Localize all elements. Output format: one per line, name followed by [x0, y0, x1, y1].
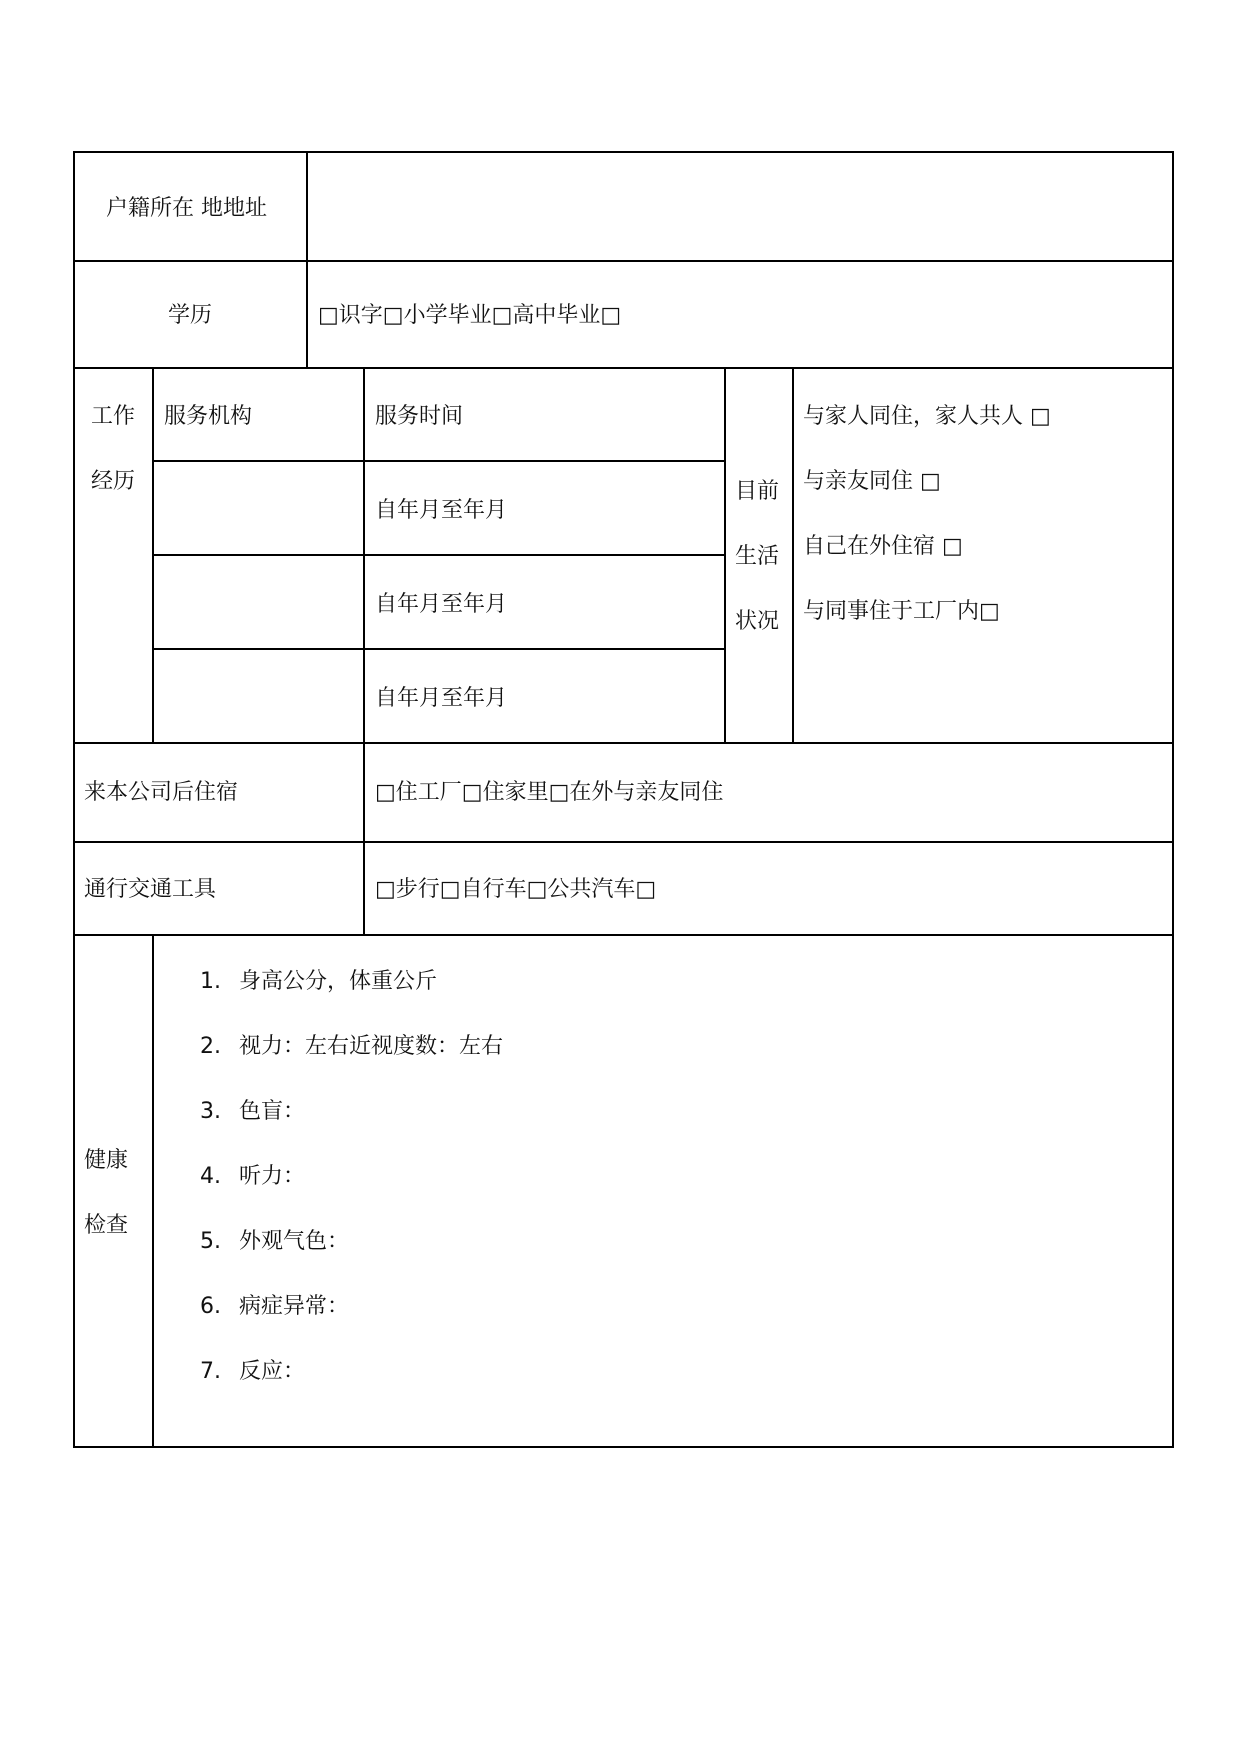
transport-options[interactable]: □步行□自行车□公共汽车□: [375, 877, 657, 902]
work-time-3[interactable]: 自年月至年月: [375, 686, 508, 711]
health-item-number: 7.: [200, 1359, 221, 1384]
row-divider-work: [73, 742, 1174, 744]
work-time-1[interactable]: 自年月至年月: [375, 498, 508, 523]
row-divider-lodging: [73, 841, 1174, 843]
work-label-line1: 工作: [91, 404, 136, 429]
work-label-divider: [152, 367, 154, 744]
health-label-line1: 健康: [84, 1148, 129, 1173]
work-col-org-header: 服务机构: [164, 404, 253, 429]
row-divider-education: [73, 367, 1174, 369]
health-item-text: 身高公分，体重公斤: [239, 969, 438, 994]
lodging-options[interactable]: □住工厂□住家里□在外与亲友同住: [375, 780, 724, 805]
health-item-2[interactable]: [200, 1033, 503, 1061]
living-option-2[interactable]: 与亲友同住 □: [803, 469, 941, 494]
health-item-number: 1.: [200, 969, 221, 994]
health-item-number: 4.: [200, 1164, 221, 1189]
living-option-4[interactable]: 与同事住于工厂内□: [803, 599, 1000, 624]
education-label: 学历: [168, 303, 213, 328]
living-option-3[interactable]: 自己在外住宿 □: [803, 534, 963, 559]
work-row-divider-1: [152, 460, 725, 462]
education-options[interactable]: □识字□小学毕业□高中毕业□: [318, 303, 622, 328]
label-col-divider-top: [306, 151, 308, 369]
health-item-7[interactable]: [200, 1358, 305, 1386]
table-left-border: [73, 151, 75, 1448]
row-divider-address: [73, 260, 1174, 262]
work-col-time-header: 服务时间: [375, 404, 464, 429]
work-time-living-divider: [724, 367, 726, 744]
health-label: [84, 1147, 128, 1240]
address-label: 户籍所在 地地址: [106, 196, 267, 221]
health-item-5[interactable]: [200, 1228, 349, 1256]
work-time-2[interactable]: 自年月至年月: [375, 592, 508, 617]
health-item-text: 视力：左右近视度数：左右: [239, 1034, 504, 1059]
work-row-divider-3: [152, 648, 725, 650]
health-item-4[interactable]: [200, 1163, 305, 1191]
table-bottom-border: [73, 1446, 1174, 1448]
health-label-line2: 检查: [84, 1213, 129, 1238]
health-item-3[interactable]: [200, 1098, 305, 1126]
living-option-1[interactable]: 与家人同住，家人共人 □: [803, 404, 1051, 429]
health-item-text: 色盲：: [239, 1099, 306, 1124]
lodging-label: 来本公司后住宿: [84, 780, 239, 805]
health-item-text: 病症异常：: [239, 1294, 350, 1319]
work-label-line2: 经历: [91, 469, 136, 494]
row-divider-transport: [73, 934, 1174, 936]
living-label-line2: 生活: [735, 544, 780, 569]
health-item-number: 5.: [200, 1229, 221, 1254]
living-options: [803, 403, 1051, 626]
living-label-line1: 目前: [735, 479, 780, 504]
health-item-text: 听力：: [239, 1164, 306, 1189]
transport-label: 通行交通工具: [84, 877, 217, 902]
work-row-divider-2: [152, 554, 725, 556]
health-item-number: 2.: [200, 1034, 221, 1059]
health-item-number: 6.: [200, 1294, 221, 1319]
living-label-line3: 状况: [735, 609, 780, 634]
address-value-field[interactable]: [310, 153, 1170, 259]
work-label: [91, 403, 135, 496]
health-item-text: 外观气色：: [239, 1229, 350, 1254]
table-right-border: [1172, 151, 1174, 1448]
living-label-divider: [792, 367, 794, 744]
work-org-time-divider: [363, 367, 365, 936]
living-label: [735, 478, 779, 636]
health-item-text: 反应：: [239, 1359, 306, 1384]
health-item-1[interactable]: [200, 968, 437, 996]
health-item-number: 3.: [200, 1099, 221, 1124]
health-label-divider: [152, 934, 154, 1448]
health-item-6[interactable]: [200, 1293, 349, 1321]
